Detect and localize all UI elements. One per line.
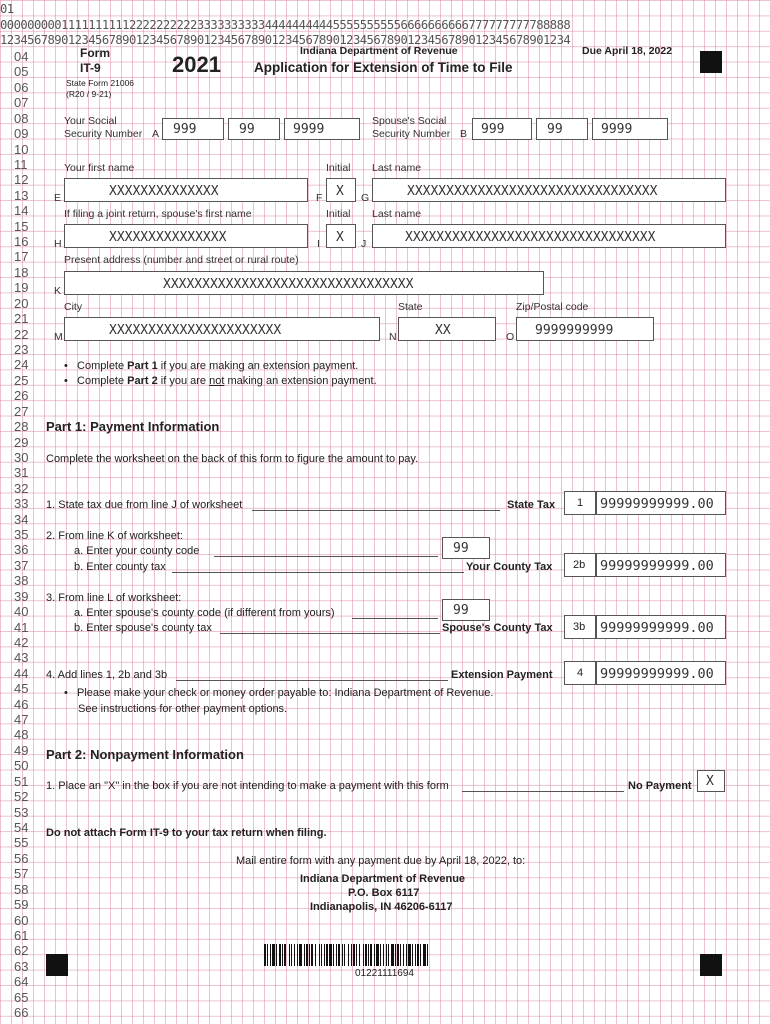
ssn-b-part3-field[interactable]: 9999 (592, 118, 668, 140)
row-number: 24 (14, 357, 29, 373)
line4-leader (176, 680, 448, 681)
first-name-label: Your first name (64, 162, 135, 174)
letter-g: G (361, 192, 370, 204)
row-number: 58 (14, 881, 29, 897)
line3b-leader (220, 633, 440, 634)
row-number: 27 (14, 403, 29, 419)
line2b-text: b. Enter county tax (74, 561, 166, 573)
row-number: 38 (14, 573, 29, 589)
row-number: 60 (14, 912, 29, 928)
row-number: 54 (14, 820, 29, 835)
letter-j: J (361, 238, 367, 250)
part2-line1-text: 1. Place an "X" in the box if you are not intending to make a payment with this form (46, 780, 449, 792)
no-attach-warning: Do not attach Form IT-9 to your tax return when filing. (46, 827, 327, 839)
row-number: 26 (14, 388, 29, 404)
line3-text: 3. From line L of worksheet: (46, 592, 182, 604)
spouse-county-tax-field[interactable]: 99999999999.00 (596, 615, 726, 639)
instruction-bullet-1: • Complete Part 1 if you are making an extension payment. (64, 360, 359, 372)
part2-title: Part 2: Nonpayment Information (46, 747, 244, 762)
part1-title: Part 1: Payment Information (46, 419, 220, 434)
barcode-space (428, 944, 430, 966)
line4-number-cell: 4 (564, 661, 596, 685)
row-number: 18 (14, 264, 29, 280)
row-number: 44 (14, 665, 29, 681)
line3a-text: a. Enter spouse's county code (if different from yours) (74, 607, 335, 619)
letter-e: E (54, 192, 62, 204)
form-title: Application for Extension of Time to File (254, 60, 513, 75)
row-number: 40 (14, 604, 29, 620)
letter-i: I (317, 238, 320, 250)
row-number: 04 (14, 49, 29, 64)
form-label: Form (80, 46, 110, 60)
ssn-a-label-line2: Security Number (64, 128, 143, 140)
address-field[interactable]: XXXXXXXXXXXXXXXXXXXXXXXXXXXXXXXX (64, 271, 544, 295)
row-number: 50 (14, 758, 29, 774)
row-number: 43 (14, 650, 29, 666)
form-year: 2021 (172, 52, 221, 77)
last-name-field[interactable]: XXXXXXXXXXXXXXXXXXXXXXXXXXXXXXXX (372, 178, 726, 202)
row-number: 34 (14, 511, 29, 527)
row-number: 07 (14, 95, 29, 111)
row-number: 41 (14, 619, 29, 635)
county-tax-field[interactable]: 99999999999.00 (596, 553, 726, 577)
state-tax-field[interactable]: 99999999999.00 (596, 491, 726, 515)
last-name-label: Last name (372, 162, 422, 174)
row-number: 42 (14, 634, 29, 650)
no-payment-label: No Payment (628, 780, 692, 792)
row-number: 29 (14, 434, 29, 450)
letter-f: F (316, 192, 323, 204)
row-number: 53 (14, 804, 29, 820)
letter-k: K (54, 285, 62, 297)
line4-text: 4. Add lines 1, 2b and 3b (46, 669, 168, 681)
row-number: 47 (14, 712, 29, 728)
row-number: 25 (14, 372, 29, 388)
first-name-field[interactable]: XXXXXXXXXXXXXX (64, 178, 308, 202)
mail-address-line1: Indiana Department of Revenue (300, 873, 466, 885)
mail-address-line3: Indianapolis, IN 46206-6117 (310, 901, 453, 913)
letter-m: M (54, 331, 63, 343)
spouse-first-name-label: If filing a joint return, spouse's first name (64, 208, 252, 220)
row-number: 14 (14, 203, 29, 219)
letter-o: O (506, 331, 515, 343)
row-number: 55 (14, 835, 29, 851)
line3b-label: Spouse's County Tax (442, 622, 553, 634)
row-number: 08 (14, 110, 29, 126)
payment-note-2: See instructions for other payment options. (78, 703, 288, 715)
ssn-a-part3-field[interactable]: 9999 (284, 118, 360, 140)
part2-leader (462, 791, 624, 792)
zip-label: Zip/Postal code (516, 301, 589, 313)
row-number: 23 (14, 341, 29, 357)
row-number: 63 (14, 958, 29, 974)
row-number: 28 (14, 419, 29, 435)
line2b-number-cell: 2b (564, 553, 596, 577)
row-number: 59 (14, 897, 29, 913)
row-number: 16 (14, 234, 29, 250)
line2a-text: a. Enter your county code (74, 545, 200, 557)
row-number: 12 (14, 172, 29, 188)
ssn-b-part2-field[interactable]: 99 (536, 118, 588, 140)
form-id: IT-9 (80, 61, 101, 75)
ssn-b-part1-field[interactable]: 999 (472, 118, 532, 140)
letter-h: H (54, 238, 62, 250)
row-number: 48 (14, 727, 29, 743)
address-label: Present address (number and street or rural route) (64, 254, 299, 266)
row-number: 19 (14, 280, 29, 296)
row-number: 35 (14, 527, 29, 543)
extension-payment-field[interactable]: 99999999999.00 (596, 661, 726, 685)
row-number: 66 (14, 1005, 29, 1021)
line1-label: State Tax (507, 499, 556, 511)
ssn-a-letter: A (152, 128, 160, 140)
line4-label: Extension Payment (451, 669, 553, 681)
row-number: 33 (14, 496, 29, 512)
row-number: 56 (14, 850, 29, 866)
city-label: City (64, 301, 83, 313)
row-number: 31 (14, 465, 29, 481)
payment-note-1: • Please make your check or money order payable to: Indiana Department of Revenue. (64, 687, 494, 699)
ssn-b-letter: B (460, 128, 468, 140)
line2-text: 2. From line K of worksheet: (46, 530, 183, 542)
row-number: 51 (14, 773, 29, 789)
line2a-leader (214, 556, 438, 557)
row-number: 21 (14, 311, 29, 327)
spouse-initial-field[interactable]: X (326, 224, 356, 248)
ssn-b-label-line1: Spouse's Social (372, 115, 447, 127)
line3a-leader (352, 618, 438, 619)
mail-instruction: Mail entire form with any payment due by April 18, 2022, to: (236, 855, 526, 867)
row-number: 52 (14, 789, 29, 805)
ruler-row-2: 000000000111111111122222222223333333333444444444455555555556666666666777777777788888 (0, 18, 571, 32)
state-field[interactable]: XX (398, 317, 496, 341)
row-number: 06 (14, 79, 29, 95)
row-number: 39 (14, 588, 29, 604)
registration-mark-bottom-right (700, 954, 722, 976)
row-number: 17 (14, 249, 29, 265)
registration-mark-top-right (700, 51, 722, 73)
state-form-number: State Form 21006 (66, 78, 135, 88)
barcode-image (264, 944, 430, 966)
registration-mark-bottom-left (46, 954, 68, 976)
ssn-b-label-line2: Security Number (372, 128, 451, 140)
line1-leader (252, 510, 500, 511)
row-number: 37 (14, 557, 29, 573)
spouse-first-name-field[interactable]: XXXXXXXXXXXXXXX (64, 224, 308, 248)
mail-address-line2: P.O. Box 6117 (348, 887, 420, 899)
row-number: 65 (14, 989, 29, 1005)
row-number: 62 (14, 943, 29, 959)
ssn-a-part1-field[interactable]: 999 (162, 118, 224, 140)
row-number: 36 (14, 542, 29, 558)
row-number: 46 (14, 696, 29, 712)
row-number: 22 (14, 326, 29, 342)
row-number: 32 (14, 480, 29, 496)
row-number: 10 (14, 141, 29, 157)
row-number: 30 (14, 449, 29, 465)
row-number: 57 (14, 866, 29, 882)
row-number: 20 (14, 295, 29, 311)
spouse-county-code-field[interactable]: 99 (442, 599, 490, 621)
due-date: Due April 18, 2022 (582, 45, 673, 57)
ssn-a-part2-field[interactable]: 99 (228, 118, 280, 140)
row-number: 61 (14, 927, 29, 943)
state-label: State (398, 301, 423, 313)
spouse-initial-label: Initial (326, 208, 351, 220)
zip-field[interactable]: 9999999999 (516, 317, 654, 341)
row-number: 49 (14, 742, 29, 758)
department-name: Indiana Department of Revenue (300, 45, 458, 57)
line3b-number-cell: 3b (564, 615, 596, 639)
county-code-field[interactable]: 99 (442, 537, 490, 559)
row-number: 15 (14, 218, 29, 234)
row-number: 05 (14, 64, 29, 80)
line2b-leader (172, 572, 464, 573)
row-number: 09 (14, 126, 29, 142)
part1-intro: Complete the worksheet on the back of this form to figure the amount to pay. (46, 453, 419, 465)
row-number: 45 (14, 681, 29, 697)
line3b-text: b. Enter spouse's county tax (74, 622, 212, 634)
line1-text: 1. State tax due from line J of worksheet (46, 499, 243, 511)
form-revision: (R20 / 9-21) (66, 89, 112, 99)
ssn-a-label-line1: Your Social (64, 115, 117, 127)
spouse-last-name-field[interactable]: XXXXXXXXXXXXXXXXXXXXXXXXXXXXXXXX (372, 224, 726, 248)
city-field[interactable]: XXXXXXXXXXXXXXXXXXXXXX (64, 317, 380, 341)
instruction-bullet-2: • Complete Part 2 if you are not making an extension payment. (64, 375, 377, 387)
ruler-row-3: 123456789012345678901234567890123456789012345678901234567890123456789012345678901234 (0, 33, 571, 47)
row-number: 13 (14, 187, 29, 203)
line2b-label: Your County Tax (466, 561, 553, 573)
line1-number-cell: 1 (564, 491, 596, 515)
initial-label: Initial (326, 162, 351, 174)
row-number: 64 (14, 974, 29, 990)
barcode-number: 01221111694 (355, 968, 414, 979)
letter-n: N (389, 331, 397, 343)
row-number: 11 (14, 156, 28, 172)
initial-field[interactable]: X (326, 178, 356, 202)
spouse-last-name-label: Last name (372, 208, 422, 220)
ruler-row-1: 01 (0, 2, 14, 16)
no-payment-checkbox[interactable]: X (697, 770, 725, 792)
